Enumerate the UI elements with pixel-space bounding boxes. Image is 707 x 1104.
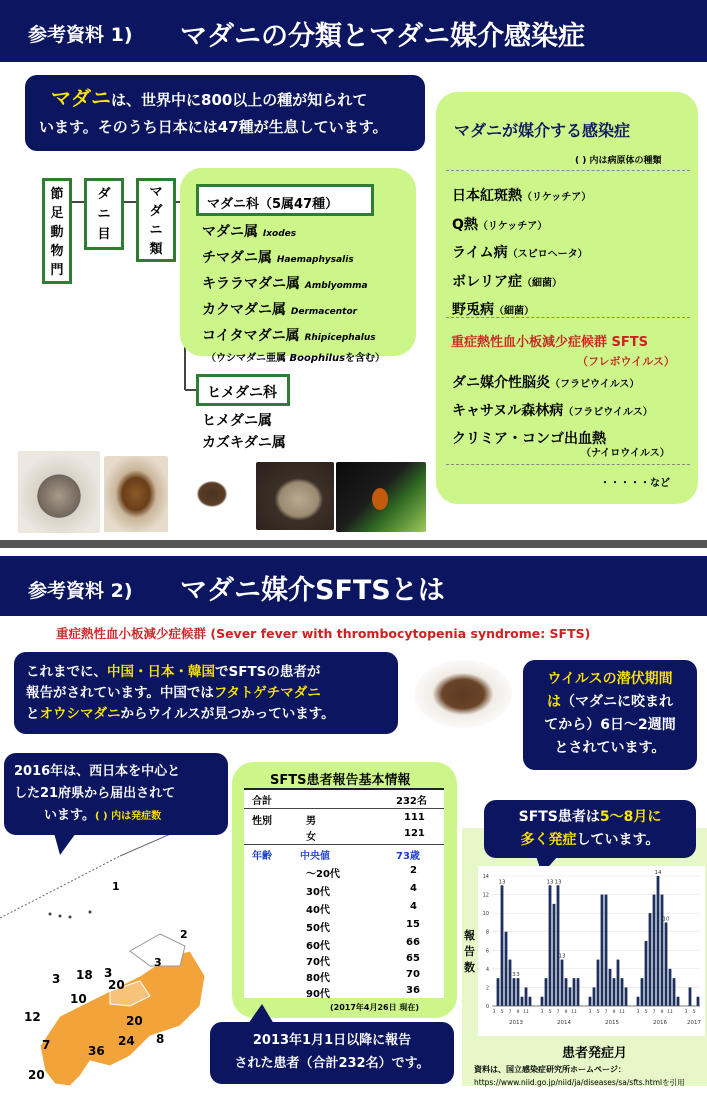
monthly-bar-chart xyxy=(478,866,705,1036)
data-label: 14 xyxy=(654,870,662,876)
tick-photo-3 xyxy=(170,458,254,530)
peak-callout: SFTS患者は5〜8月に 多く発症しています。 xyxy=(484,800,696,858)
disease-list-1 xyxy=(452,182,591,325)
genus-item: チマダニ属 Haemaphysalis xyxy=(202,250,354,266)
bar xyxy=(665,922,668,1006)
map-label: 20 xyxy=(108,978,125,992)
source-line-2: https://www.niid.go.jp/niid/ja/diseases/sa/sfts.htmlを引用 xyxy=(474,1078,685,1087)
age-row: 30代 xyxy=(306,887,330,898)
chart-xlabel: 患者発症月 xyxy=(562,1046,628,1061)
family2-box: ヒメダニ科 xyxy=(196,374,290,406)
family1-box: マダニ科（5属47種） xyxy=(196,184,374,216)
divider xyxy=(446,170,690,171)
bar xyxy=(549,885,552,1006)
map-label: 7 xyxy=(42,1038,51,1052)
data-label: 3 xyxy=(512,972,516,979)
diseases-title: マダニが媒介する感染症 xyxy=(454,121,631,140)
bar xyxy=(657,876,660,1006)
year-label: 2015 xyxy=(605,1020,619,1026)
x-tick-label: 7 xyxy=(652,1010,656,1015)
bar xyxy=(609,969,612,1006)
section-separator xyxy=(0,540,707,548)
x-tick-label: 9 xyxy=(660,1010,664,1015)
bar xyxy=(645,941,648,1006)
disease-list-2 xyxy=(452,369,653,452)
map-label: 20 xyxy=(126,1014,143,1028)
stats-table: 合計 232名 性別 男 111 女 121 年齢 中央値 73歳 〜20代 2 30代 4 40代 4 50代 15 60代 66 70代 65 80代 70 90代 36 xyxy=(244,788,444,998)
map-label: 24 xyxy=(118,1034,135,1048)
x-tick-label: 7 xyxy=(604,1010,608,1015)
bar xyxy=(509,960,512,1006)
data-label: 10 xyxy=(662,916,670,923)
disease-item: クリミア・コンゴ出血熱 xyxy=(452,431,606,447)
data-label: 13 xyxy=(546,879,554,886)
bar xyxy=(561,960,564,1006)
x-tick-label: 7 xyxy=(556,1010,560,1015)
x-tick-label: 9 xyxy=(564,1010,568,1015)
tick-photo-1 xyxy=(18,451,100,533)
x-tick-label: 3 xyxy=(684,1010,688,1015)
bar xyxy=(689,987,692,1006)
y-tick-label: 0 xyxy=(485,1004,489,1010)
bar xyxy=(593,987,596,1006)
bar xyxy=(569,987,572,1006)
last-agent: （ナイロウイルス） xyxy=(581,448,670,459)
age-row: 90代 xyxy=(306,989,330,1000)
intro-box xyxy=(25,75,425,151)
bar xyxy=(589,997,592,1006)
bar xyxy=(625,987,628,1006)
bar xyxy=(505,932,508,1006)
section1-header xyxy=(0,0,707,62)
bar xyxy=(605,895,608,1006)
map-label: 3 xyxy=(52,972,61,986)
callout-tail xyxy=(50,833,80,857)
genus-item: キララマダニ属 Amblyomma xyxy=(202,276,368,292)
divider xyxy=(446,464,690,465)
bar xyxy=(501,885,504,1006)
bar xyxy=(673,978,676,1006)
map-label: 1 xyxy=(112,880,120,893)
year-label: 2013 xyxy=(509,1020,523,1026)
y-tick-label: 4 xyxy=(485,966,489,973)
sfts-origin-box: これまでに、中国・日本・韓国でSFTSの患者が 報告がされています。中国ではフタトゲチマダニ とオウシマダニからウイルスが見つかっています。 xyxy=(14,652,398,734)
bar xyxy=(577,978,580,1006)
y-tick-label: 10 xyxy=(482,911,489,918)
data-label: 13 xyxy=(558,953,566,960)
x-tick-label: 3 xyxy=(540,1010,544,1015)
bar xyxy=(541,997,544,1006)
bar xyxy=(637,997,640,1006)
x-tick-label: 3 xyxy=(636,1010,640,1015)
intro-highlight: マダニ xyxy=(51,86,111,110)
bar xyxy=(545,978,548,1006)
bar xyxy=(617,960,620,1006)
x-tick-label: 5 xyxy=(548,1010,552,1015)
map-label: 18 xyxy=(76,968,93,982)
map-label: 36 xyxy=(88,1044,105,1058)
bar xyxy=(513,978,516,1006)
x-tick-label: 5 xyxy=(500,1010,504,1015)
bar xyxy=(641,978,644,1006)
table-title: SFTS患者報告基本情報 xyxy=(270,773,411,788)
map-labels xyxy=(0,816,212,1094)
bar xyxy=(677,997,680,1006)
map-callout: 2016年は、西日本を中心と した21府県から届出されて います。( ) 内は発症数 xyxy=(4,753,228,835)
y-tick-label: 12 xyxy=(482,892,489,899)
y-tick-label: 14 xyxy=(482,874,489,880)
disease-etc: ・・・・・など xyxy=(600,478,670,489)
divider xyxy=(446,317,690,318)
year-label: 2017 xyxy=(687,1020,701,1026)
disease-item: キャサヌル森林病（フラビウイルス） xyxy=(452,403,653,419)
tick-photo-4 xyxy=(256,462,334,530)
diseases-note: ( ) 内は病原体の種類 xyxy=(575,156,662,166)
incubation-box: ウイルスの潜伏期間 は（マダニに咬まれ てから）6日〜2週間 とされています。 xyxy=(523,660,697,770)
y-tick-label: 6 xyxy=(485,948,489,955)
bar xyxy=(553,904,556,1006)
disease-item: 野兎病（細菌） xyxy=(452,302,534,318)
data-label: 13 xyxy=(554,879,562,886)
disease-item: 日本紅斑熱（リケッチア） xyxy=(452,188,592,204)
section2-subtitle: 重症熱性血小板減少症候群 (Sever fever with thrombocytopenia syndrome: SFTS) xyxy=(56,626,591,641)
x-tick-label: 7 xyxy=(508,1010,512,1015)
bar xyxy=(497,978,500,1006)
intro-line1: は、世界中に800以上の種が知られて xyxy=(111,91,368,109)
section2-header xyxy=(0,556,707,616)
phylum-box: 節 足 動 物 門 xyxy=(42,178,72,284)
group-box: マ ダ ニ 類 xyxy=(136,178,176,262)
subgenus-note: （ウシマダニ亜属 Boophilusを含む） xyxy=(206,353,386,364)
year-label: 2014 xyxy=(557,1020,571,1026)
section2-prefix: 参考資料 2) xyxy=(28,580,133,602)
map-label: 2 xyxy=(180,928,188,941)
x-tick-label: 9 xyxy=(516,1010,520,1015)
age-row: 〜20代 xyxy=(306,869,340,880)
age-row: 60代 xyxy=(306,941,330,952)
y-tick-label: 8 xyxy=(485,929,489,936)
map-label: 12 xyxy=(24,1010,41,1024)
x-tick-label: 11 xyxy=(571,1010,577,1015)
bar xyxy=(517,978,520,1006)
tick-photo-oval xyxy=(414,660,512,728)
age-row: 40代 xyxy=(306,905,330,916)
bar xyxy=(529,997,532,1006)
bar xyxy=(613,978,616,1006)
bar xyxy=(557,885,560,1006)
disease-item: ライム病（スピロヘータ） xyxy=(452,245,588,261)
genus-item: カクマダニ属 Dermacentor xyxy=(202,302,358,318)
family2-genera: ヒメダニ属 カズキダニ属 xyxy=(202,413,286,451)
y-tick-label: 2 xyxy=(485,985,489,992)
sfts-agent: （フレボウイルス） xyxy=(577,355,675,368)
data-label: 3 xyxy=(516,972,520,979)
x-tick-label: 5 xyxy=(644,1010,648,1015)
bar xyxy=(661,895,664,1006)
order-box: ダ ニ 目 xyxy=(84,178,124,250)
x-tick-label: 11 xyxy=(523,1010,529,1015)
bar xyxy=(621,978,624,1006)
genus-item: コイタマダニ属 Rhipicephalus xyxy=(202,328,376,344)
genus-item: マダニ属 Ixodes xyxy=(202,224,297,240)
chart-ylabel: 報 告 数 xyxy=(464,929,475,974)
data-label: 13 xyxy=(498,879,506,886)
sfts-name: 重症熱性血小板減少症候群 SFTS xyxy=(451,335,648,350)
map-label: 3 xyxy=(154,956,162,969)
taxonomy-tree xyxy=(0,160,440,460)
disease-item: ダニ媒介性脳炎（フラビウイルス） xyxy=(452,375,640,391)
patients-note-box: 2013年1月1日以降に報告 された患者（合計232名）です。 xyxy=(210,1022,454,1084)
bar xyxy=(601,895,604,1006)
year-label: 2016 xyxy=(653,1020,667,1026)
intro-line2: います。そのうち日本には47種が生息しています。 xyxy=(39,118,388,136)
map-label: 8 xyxy=(156,1032,165,1046)
x-tick-label: 5 xyxy=(596,1010,600,1015)
bar xyxy=(653,895,656,1006)
tick-photo-5 xyxy=(336,462,426,532)
bar xyxy=(649,913,652,1006)
source-line-1: 資料は、国立感染症研究所ホームページ： xyxy=(474,1065,626,1074)
bar xyxy=(697,997,700,1006)
section1-prefix: 参考資料 1) xyxy=(28,24,133,46)
map-label: 3 xyxy=(104,966,113,980)
disease-item: ボレリア症（細菌） xyxy=(452,273,562,290)
age-row: 80代 xyxy=(306,973,330,984)
x-tick-label: 11 xyxy=(619,1010,625,1015)
section2-title: マダニ媒介SFTSとは xyxy=(180,575,445,606)
x-tick-label: 3 xyxy=(492,1010,496,1015)
map-label: 10 xyxy=(70,992,87,1006)
bar xyxy=(521,997,524,1006)
disease-item: Q熱（リケッチア） xyxy=(452,216,548,233)
x-tick-label: 5 xyxy=(692,1010,696,1015)
x-tick-label: 3 xyxy=(588,1010,592,1015)
bar xyxy=(669,969,672,1006)
section1-title: マダニの分類とマダニ媒介感染症 xyxy=(180,21,585,52)
bar xyxy=(573,978,576,1006)
x-tick-label: 9 xyxy=(612,1010,616,1015)
tick-photo-2 xyxy=(104,456,168,532)
age-row: 70代 xyxy=(306,957,330,968)
bar xyxy=(597,960,600,1006)
age-row: 50代 xyxy=(306,923,330,934)
callout-tail xyxy=(248,1004,276,1024)
genus-list xyxy=(202,220,417,368)
x-tick-label: 11 xyxy=(667,1010,673,1015)
bar xyxy=(525,987,528,1006)
map-label: 20 xyxy=(28,1068,45,1082)
bar xyxy=(565,978,568,1006)
table-date: (2017年4月26日 現在) xyxy=(330,1003,420,1012)
